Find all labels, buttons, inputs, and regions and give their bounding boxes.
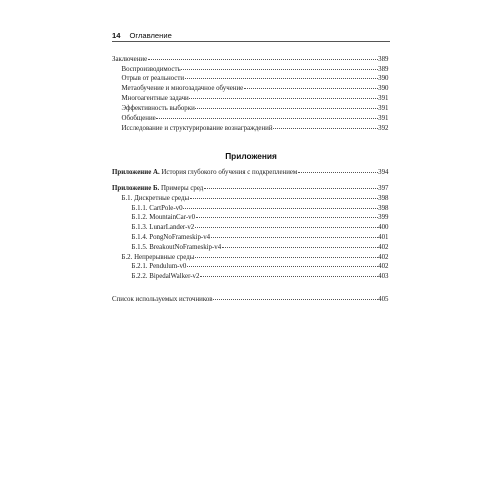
toc-entry[interactable] bbox=[112, 55, 389, 64]
toc-entry[interactable] bbox=[122, 124, 389, 133]
toc-entry[interactable] bbox=[132, 272, 389, 281]
toc-entry-title: Отрыв от реальности bbox=[121, 75, 185, 83]
dot-leader bbox=[195, 107, 377, 109]
toc-entry-title: Примеры сред bbox=[159, 185, 204, 192]
appendix-heading: Приложения bbox=[225, 151, 277, 161]
toc-entry-title: Эффективность выборки bbox=[121, 104, 195, 112]
dot-leader bbox=[273, 127, 378, 129]
toc-entry[interactable] bbox=[122, 114, 389, 123]
toc-entry-title: История глубокого обучения с подкреплением bbox=[159, 169, 298, 176]
toc-entry-page: 397 bbox=[378, 185, 389, 192]
toc-entry-title: Исследование и структурирование вознаграждений bbox=[121, 124, 273, 132]
toc-entry-page: 399 bbox=[378, 214, 389, 222]
dot-leader bbox=[244, 87, 378, 89]
dot-leader bbox=[213, 298, 378, 300]
toc-entry-page: 389 bbox=[378, 65, 389, 73]
dot-leader bbox=[156, 117, 377, 119]
toc-entry[interactable] bbox=[132, 213, 389, 222]
toc-entry[interactable] bbox=[122, 194, 389, 203]
toc-entry-title: Б.1. Дискретные среды bbox=[121, 194, 190, 202]
toc-entry-label: Приложение Б. bbox=[112, 185, 160, 192]
toc-entry-title: Б.1.5. BreakoutNoFrameskip-v4 bbox=[131, 243, 222, 251]
toc-entry-page: 402 bbox=[378, 253, 389, 261]
toc-entry[interactable] bbox=[112, 184, 389, 193]
toc-entry-page: 389 bbox=[378, 56, 389, 63]
toc-entry[interactable] bbox=[132, 233, 389, 242]
dot-leader bbox=[189, 97, 377, 99]
toc-entry-title: Б.1.4. PongNoFrameskip-v4 bbox=[131, 234, 211, 241]
toc-entry[interactable] bbox=[122, 65, 389, 74]
toc-entry[interactable] bbox=[122, 74, 389, 83]
toc-entry-title: Б.1.2. MountainCar-v0 bbox=[131, 214, 196, 222]
dot-leader bbox=[195, 256, 378, 258]
dot-leader bbox=[196, 216, 378, 218]
toc-entry[interactable] bbox=[132, 262, 389, 271]
toc-entry-page: 402 bbox=[378, 243, 389, 251]
toc-entry-title: Заключение bbox=[112, 56, 148, 63]
dot-leader bbox=[181, 68, 378, 70]
toc-entry-page: 392 bbox=[378, 124, 389, 132]
toc-entry-title: Воспроизводимость bbox=[121, 65, 181, 73]
toc-entry-page: 400 bbox=[378, 224, 389, 232]
toc-entry-title: Б.2. Непрерывные среды bbox=[121, 253, 195, 261]
toc-entry-title: Б.2.2. BipedalWalker-v2 bbox=[131, 273, 200, 281]
running-header bbox=[112, 31, 390, 40]
dot-leader bbox=[204, 187, 378, 189]
toc-entry-title: Обобщение bbox=[121, 114, 156, 122]
toc-entry[interactable] bbox=[112, 295, 389, 304]
toc-entry-page: 401 bbox=[378, 234, 389, 241]
toc-entry-title: Список используемых источников bbox=[112, 296, 213, 304]
page-number: 14 bbox=[112, 31, 121, 40]
toc-entry[interactable] bbox=[112, 168, 389, 177]
toc-entry-title: Б.1.1. CartPole-v0 bbox=[131, 204, 183, 212]
toc-entry-page: 402 bbox=[378, 263, 389, 271]
dot-leader bbox=[190, 197, 378, 199]
dot-leader bbox=[222, 246, 378, 248]
toc-entry-page: 405 bbox=[378, 296, 389, 304]
toc-entry-page: 398 bbox=[378, 204, 389, 212]
toc-entry-title: Метаобучение и многозадачное обучение bbox=[121, 85, 244, 93]
toc-entry-title: Б.2.1. Pendulum-v0 bbox=[131, 263, 187, 271]
header-rule bbox=[112, 41, 390, 42]
toc-entry-page: 390 bbox=[378, 75, 389, 83]
dot-leader bbox=[183, 207, 378, 209]
toc-entry[interactable] bbox=[122, 84, 389, 93]
toc-entry[interactable] bbox=[132, 243, 389, 252]
toc-entry-page: 391 bbox=[378, 95, 389, 102]
dot-leader bbox=[148, 58, 378, 60]
toc-entry-title: Многоагентные задачи bbox=[121, 95, 189, 102]
dot-leader bbox=[298, 171, 378, 173]
dot-leader bbox=[187, 265, 378, 267]
toc-entry[interactable] bbox=[122, 253, 389, 262]
toc-entry-page: 391 bbox=[378, 104, 389, 112]
toc-entry-page: 391 bbox=[378, 114, 389, 122]
dot-leader bbox=[195, 226, 378, 228]
toc-entry[interactable] bbox=[132, 204, 389, 213]
dot-leader bbox=[211, 236, 378, 238]
toc-entry-title: Б.1.3. LunarLander-v2 bbox=[131, 224, 195, 232]
dot-leader bbox=[200, 275, 378, 277]
toc-entry-page: 394 bbox=[378, 169, 389, 176]
toc-entry[interactable] bbox=[122, 104, 389, 113]
toc-entry-label: Приложение А. bbox=[112, 169, 160, 176]
toc-entry[interactable] bbox=[122, 94, 389, 103]
dot-leader bbox=[185, 77, 378, 79]
toc-entry-page: 403 bbox=[378, 273, 389, 281]
toc-entry-page: 390 bbox=[378, 85, 389, 93]
toc-entry-page: 398 bbox=[378, 194, 389, 202]
header-title: Оглавление bbox=[129, 31, 172, 40]
toc-entry[interactable] bbox=[132, 223, 389, 232]
